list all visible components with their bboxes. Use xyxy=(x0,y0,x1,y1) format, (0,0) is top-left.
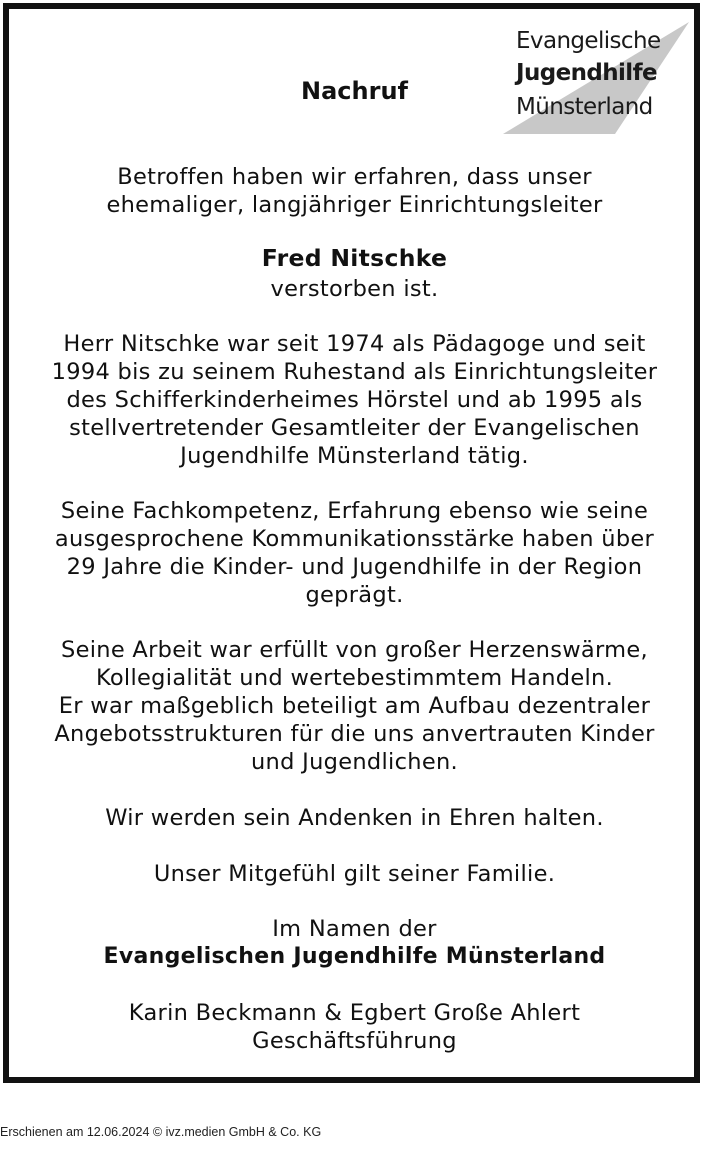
intro-line: Betroffen haben wir erfahren, dass unser xyxy=(117,164,592,190)
intro-line: ehemaliger, langjähriger Einrichtungsleiter xyxy=(106,192,603,218)
competence-line: Seine Fachkompetenz, Erfahrung ebenso wie seine xyxy=(60,498,649,524)
logo-text-line1: Evangelische xyxy=(516,28,661,54)
logo-text-line2: Jugendhilfe xyxy=(516,60,657,86)
signatories-line: Karin Beckmann & Egbert Große Ahlert xyxy=(128,1000,581,1026)
work-line: Angebotsstrukturen für die uns anvertrauten Kinder xyxy=(54,721,655,747)
competence-line: 29 Jahre die Kinder- und Jugendhilfe in der Region xyxy=(66,554,643,580)
work-paragraph xyxy=(16,636,693,776)
work-line: Seine Arbeit war erfüllt von großer Herzenswärme, xyxy=(61,637,648,663)
career-line: 1994 bis zu seinem Ruhestand als Einrichtungsleiter xyxy=(51,359,658,385)
on-behalf-line: Im Namen der xyxy=(272,916,437,942)
signatories-role: Geschäftsführung xyxy=(252,1028,457,1054)
work-line: Kollegialität und wertebestimmtem Handeln. xyxy=(95,665,614,691)
competence-paragraph xyxy=(16,497,693,609)
intro-paragraph xyxy=(16,163,693,219)
work-line: und Jugendlichen. xyxy=(250,749,458,775)
deceased-line: verstorben ist. xyxy=(270,276,439,302)
organization-name: Evangelischen Jugendhilfe Münsterland xyxy=(103,944,606,969)
logo-text-line3: Münsterland xyxy=(516,94,653,120)
career-line: Herr Nitschke war seit 1974 als Pädagoge und seit xyxy=(63,331,646,357)
career-paragraph xyxy=(16,330,693,470)
competence-line: geprägt. xyxy=(305,582,404,608)
work-line: Er war maßgeblich beteiligt am Aufbau dezentraler xyxy=(58,693,651,719)
obituary-title: Nachruf xyxy=(301,77,408,105)
sympathy-line: Unser Mitgefühl gilt seiner Familie. xyxy=(153,861,556,887)
competence-line: ausgesprochene Kommunikationsstärke haben über xyxy=(54,526,655,552)
career-line: stellvertretender Gesamtleiter der Evangelischen xyxy=(69,415,640,441)
publication-footer: Erschienen am 12.06.2024 © ivz.medien GmbH & Co. KG xyxy=(0,1125,322,1139)
deceased-name: Fred Nitschke xyxy=(261,244,448,272)
career-line: des Schifferkinderheimes Hörstel und ab 1995 als xyxy=(66,387,643,413)
memory-line: Wir werden sein Andenken in Ehren halten. xyxy=(105,805,604,831)
career-line: Jugendhilfe Münsterland tätig. xyxy=(180,443,529,469)
